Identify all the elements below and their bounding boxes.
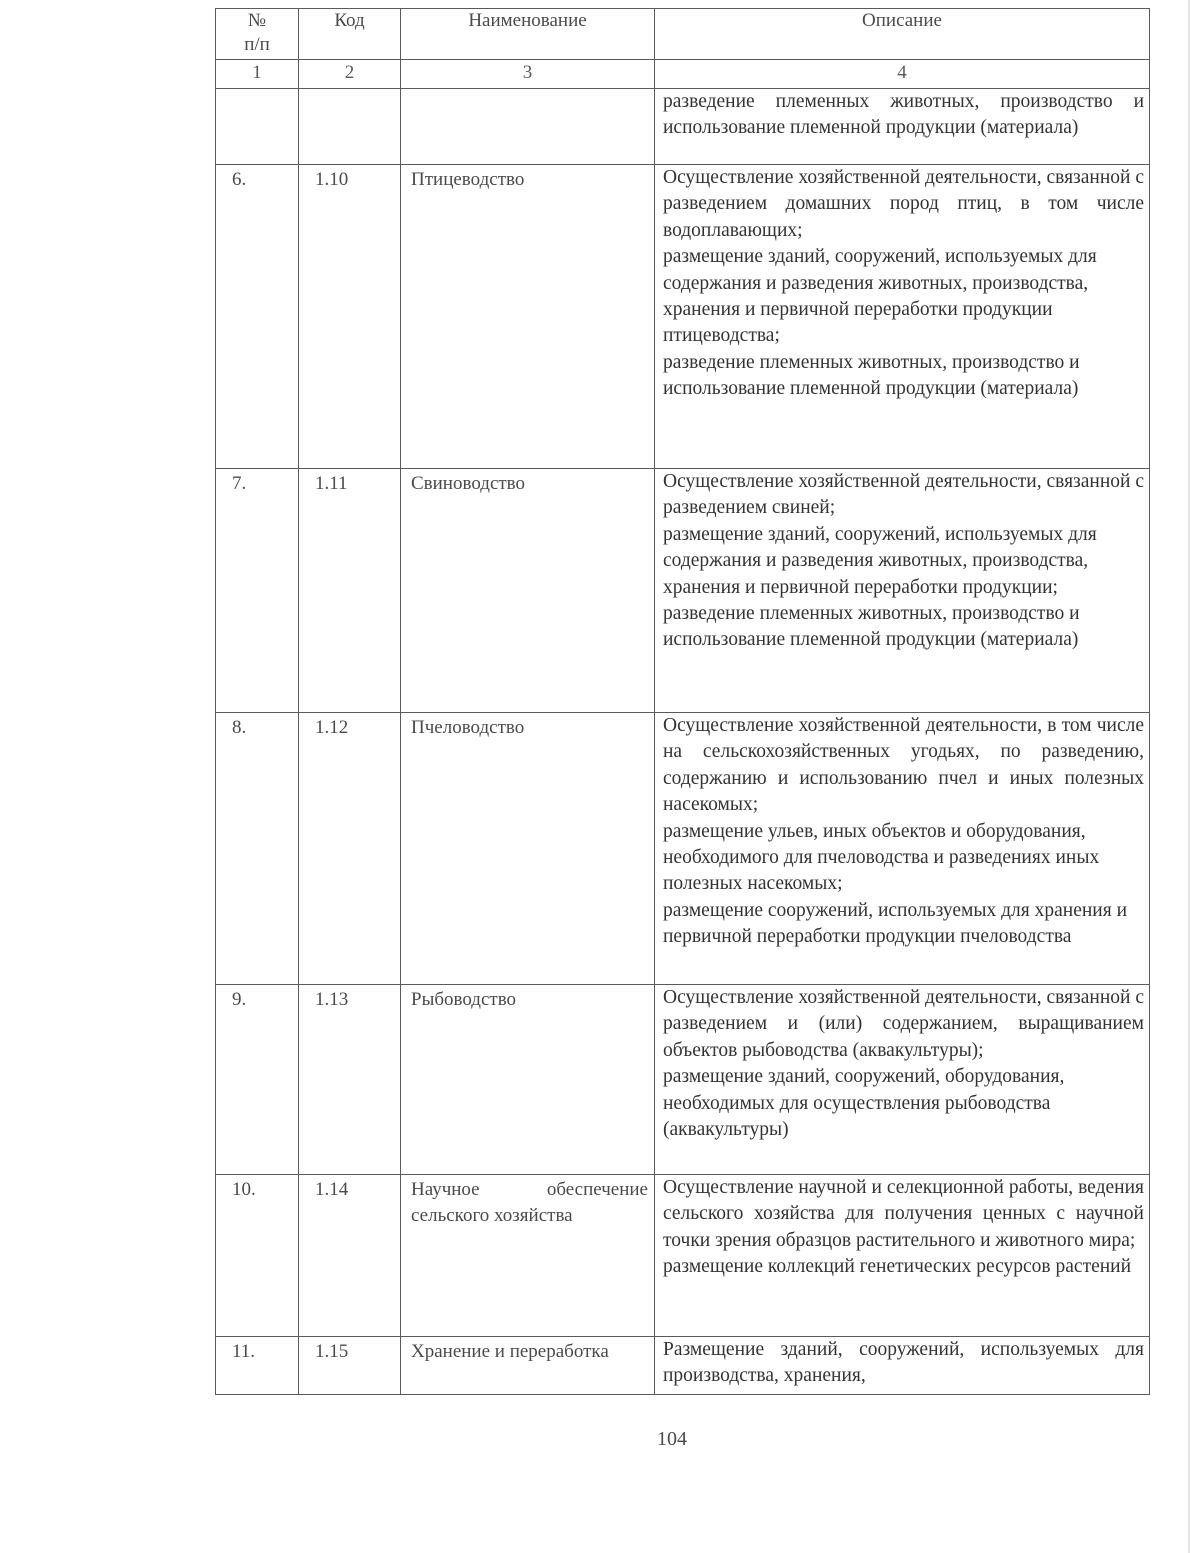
description-paragraph: размещение зданий, сооружений, используемых для содержания и разведения животных, производства, хранения и первичной переработки продукции птицеводства; [663, 246, 1097, 347]
row-description [655, 1175, 1150, 1337]
row-code: 1.12 [299, 713, 401, 985]
description-paragraph: Размещение зданий, сооружений, используемых для производства, хранения, [663, 1339, 1144, 1387]
header-name-label: Наименование [468, 10, 587, 31]
header-code-label: Код [334, 10, 365, 31]
description-paragraph: разведение племенных животных, производство и использование племенной продукции (материала) [663, 91, 1144, 139]
row-number: 10. [216, 1175, 299, 1337]
description-paragraph: размещение сооружений, используемых для хранения и первичной переработки продукции пчеловодства [663, 899, 1128, 948]
row-name: Рыбоводство [401, 985, 655, 1175]
table-row [216, 713, 1150, 985]
row-code: 1.10 [299, 165, 401, 469]
row-name: Хранение и переработка [401, 1337, 655, 1395]
header-number-line1: № [247, 10, 267, 31]
page-edge [1188, 0, 1190, 1553]
description-paragraph: размещение зданий, сооружений, оборудования, необходимых для осуществления рыбоводства (аквакультуры) [663, 1066, 1065, 1141]
header-description [655, 9, 1150, 60]
table-row [216, 89, 1150, 165]
row-name: Пчеловодство [401, 713, 655, 985]
row-code: 1.14 [299, 1175, 401, 1337]
description-paragraph: Осуществление научной и селекционной работы, ведения сельского хозяйства для получения ценных с научной точки зрения образцов растительного и животного мира; [663, 1177, 1144, 1251]
row-name [401, 89, 655, 165]
table-row [216, 985, 1150, 1175]
table-row [216, 165, 1150, 469]
row-description [655, 985, 1150, 1175]
row-number: 8. [216, 713, 299, 985]
description-paragraph: размещение коллекций генетических ресурсов растений [663, 1256, 1132, 1278]
header-description-label: Описание [862, 10, 942, 31]
row-code: 1.15 [299, 1337, 401, 1395]
description-paragraph: разведение племенных животных, производство и использование племенной продукции (материала) [663, 603, 1080, 651]
row-name: Научное обеспечение сельского хозяйства [401, 1175, 655, 1337]
header-name [401, 9, 655, 60]
column-index-3: 3 [401, 60, 655, 89]
description-paragraph: размещение ульев, иных объектов и оборудования, необходимого для пчеловодства и разведениях иных полезных насекомых; [663, 820, 1100, 895]
row-description [655, 469, 1150, 713]
column-index-1: 1 [216, 60, 299, 89]
row-name: Птицеводство [401, 165, 655, 469]
row-number: 11. [216, 1337, 299, 1395]
row-description [655, 165, 1150, 469]
column-index-2: 2 [299, 60, 401, 89]
description-paragraph: размещение зданий, сооружений, используемых для содержания и разведения животных, производства, хранения и первичной переработки продукции; [663, 523, 1097, 598]
header-number [216, 9, 299, 60]
table-header-row [216, 9, 1150, 60]
table-body [216, 89, 1150, 1395]
row-description [655, 713, 1150, 985]
table-row [216, 469, 1150, 713]
row-number: 7. [216, 469, 299, 713]
column-index-4: 4 [655, 60, 1150, 89]
row-description [655, 1337, 1150, 1395]
column-index-row [216, 60, 1150, 89]
row-code: 1.11 [299, 469, 401, 713]
description-paragraph: Осуществление хозяйственной деятельности, связанной с разведением и (или) содержанием, выращиванием объектов рыбоводства (аквакультуры); [663, 987, 1144, 1061]
row-description [655, 89, 1150, 165]
land-use-table [215, 8, 1150, 1395]
row-code [299, 89, 401, 165]
description-paragraph: Осуществление хозяйственной деятельности, связанной с разведением свиней; [663, 471, 1144, 519]
page-number: 104 [657, 1428, 687, 1450]
row-name: Свиноводство [401, 469, 655, 713]
description-paragraph: разведение племенных животных, производство и использование племенной продукции (материала) [663, 351, 1080, 400]
description-paragraph: Осуществление хозяйственной деятельности, в том числе на сельскохозяйственных угодьях, по разведению, содержанию и использованию пчел и иных полезных насекомых; [663, 715, 1144, 816]
row-code: 1.13 [299, 985, 401, 1175]
description-paragraph: Осуществление хозяйственной деятельности, связанной с разведением домашних пород птиц, в том числе водоплавающих; [663, 167, 1144, 241]
row-number: 9. [216, 985, 299, 1175]
header-code [299, 9, 401, 60]
row-number: 6. [216, 165, 299, 469]
table-row [216, 1175, 1150, 1337]
header-number-line2: п/п [244, 34, 270, 55]
row-number [216, 89, 299, 165]
table-row [216, 1337, 1150, 1395]
